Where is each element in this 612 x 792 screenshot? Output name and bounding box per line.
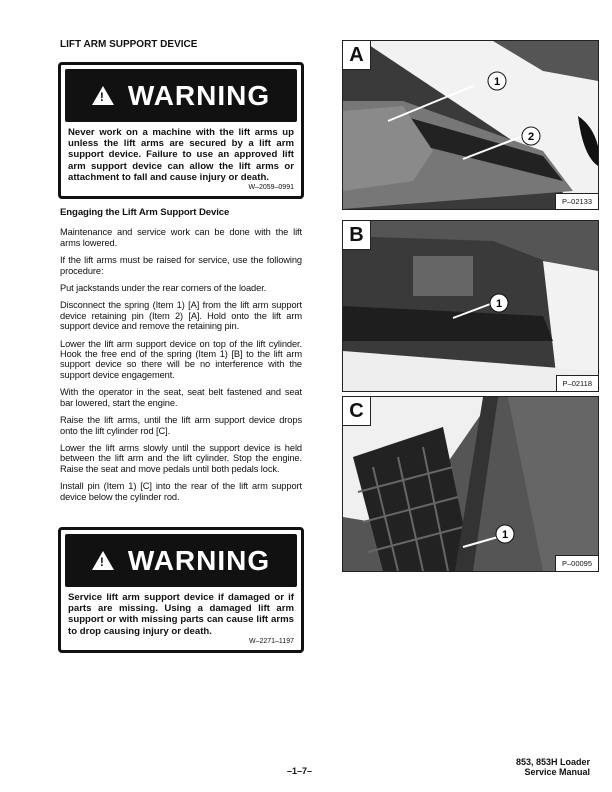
figure-a-photo	[342, 40, 599, 210]
warning-triangle-icon: !	[92, 551, 114, 570]
warning-word: WARNING	[127, 544, 271, 576]
page-number: –1–7–	[287, 766, 313, 776]
photo-code: P–02118	[556, 375, 598, 391]
callout-2: 2	[527, 131, 535, 143]
page-title: LIFT ARM SUPPORT DEVICE	[60, 39, 198, 50]
paragraph: Maintenance and service work can be done with the lift arms lowered.	[60, 227, 302, 248]
paragraph: Raise the lift arms, until the lift arm support device drops onto the lift cylinder rod [C].	[60, 415, 302, 436]
callout-1: 1	[493, 76, 501, 88]
photo-code: P–02133	[555, 193, 598, 209]
figure-c-photo	[342, 396, 599, 572]
manual-name: Service Manual	[524, 767, 590, 777]
paragraph: Put jackstands under the rear corners of the loader.	[60, 283, 267, 294]
warning-text: Service lift arm support device if damaged or if parts are missing. Using a damaged lift arm support or with missing parts can cause lift arms to drop causing injury or death.	[68, 592, 294, 637]
warning-box-2	[58, 527, 304, 653]
paragraph: Disconnect the spring (Item 1) [A] from the lift arm support device retaining pin (Item 2) [A]. Hold onto the lift arm support device and remove the retaining pin.	[60, 300, 302, 332]
manual-info	[516, 757, 590, 777]
warning-code: W–2271–1197	[248, 637, 294, 645]
section-heading: Engaging the Lift Arm Support Device	[60, 207, 230, 218]
warning-text: Never work on a machine with the lift arms up unless the lift arms are secured by a lift arm support device. Failure to use an approved lift arm support device can allow the lift arms or attachment to fall and cause injury or death.	[68, 127, 294, 183]
warning-word: WARNING	[127, 79, 271, 111]
photo-shape	[413, 256, 473, 296]
figure-label: B	[343, 221, 371, 250]
paragraph: Install pin (Item 1) [C] into the rear of the lift arm support device below the cylinder rod.	[60, 481, 302, 502]
figure-label: A	[343, 41, 371, 70]
figure-b-photo	[342, 220, 599, 392]
warning-header	[65, 69, 297, 122]
figure-label: C	[343, 397, 371, 426]
model-name: 853, 853H Loader	[515, 757, 590, 767]
paragraph: If the lift arms must be raised for service, use the following procedure:	[60, 255, 302, 276]
paragraph: With the operator in the seat, seat belt fastened and seat bar lowered, start the engine.	[60, 387, 302, 408]
procedure-section	[60, 208, 302, 509]
warning-header	[65, 534, 297, 587]
warning-code: W–2059–0991	[248, 184, 294, 192]
warning-triangle-icon: !	[92, 86, 114, 105]
callout-1: 1	[501, 529, 509, 541]
paragraph: Lower the lift arm support device on top of the lift cylinder. Hook the free end of the spring (Item 1) [B] to the lift arm support device so there will be no interference with the support device engagement.	[60, 338, 302, 380]
photo-code: P–00095	[555, 555, 598, 571]
paragraph: Lower the lift arms slowly until the support device is held between the lift arm and the lift cylinder. Stop the engine. Raise the seat and move pedals until both pedals lock.	[60, 442, 302, 474]
warning-box-1	[58, 62, 304, 199]
callout-1: 1	[495, 298, 503, 310]
